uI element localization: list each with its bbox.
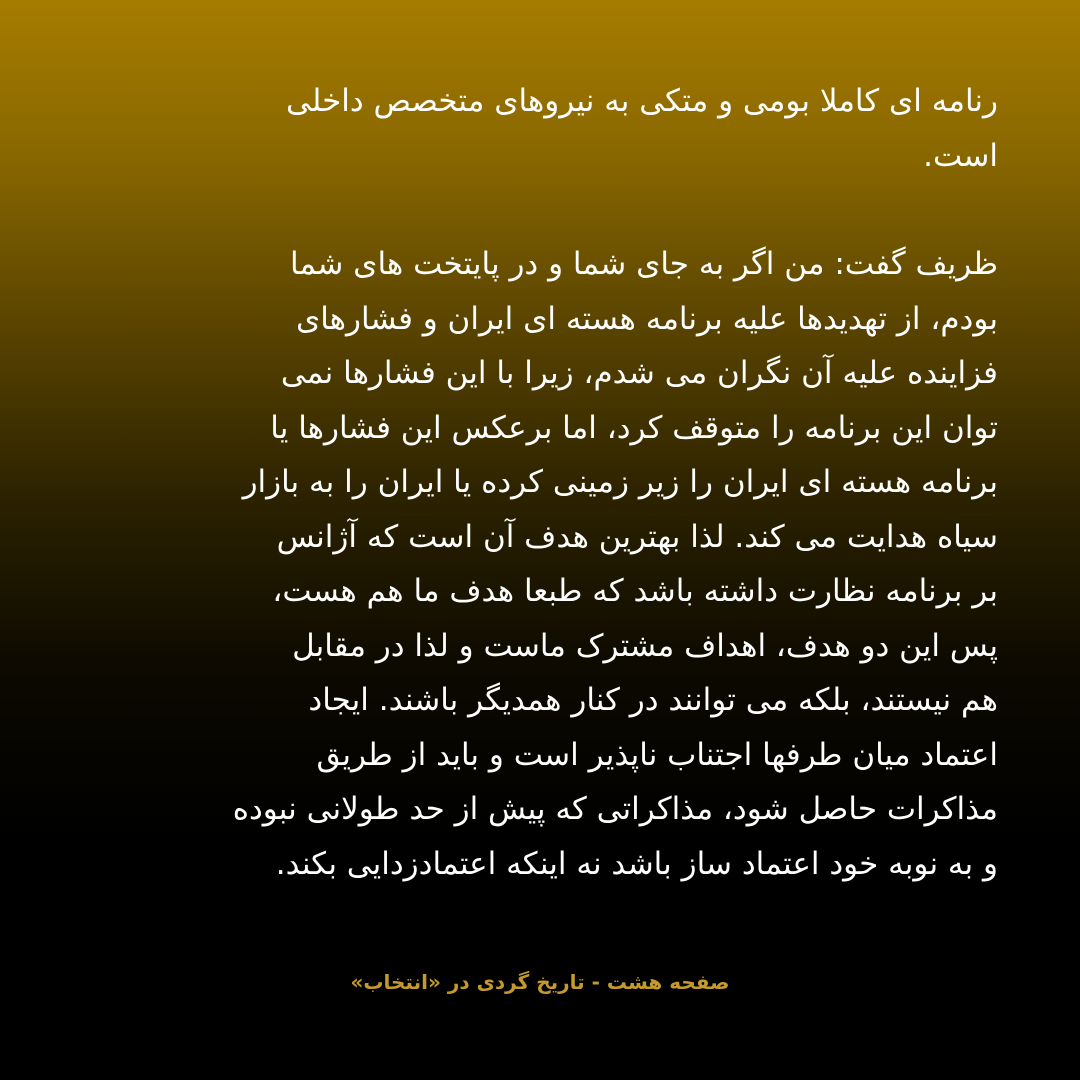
- paragraph-zarif-quote: ظریف گفت: من اگر به جای شما و در پایتخت های شما بودم، از تهدیدها علیه برنامه هسته ای ایران و فشارهای فزاینده علیه آن نگران می شدم، زیرا با این فشارها نمی توان این برنامه را متوقف کرد، اما برعکس این فشارها یا برنامه هسته ای ایران را زیر زمینی کرده یا ایران را به بازار سیاه هدایت می کند. لذا بهترین هدف آن است که آژانس بر برنامه نظارت داشته باشد که طبعا هدف ما هم هست، پس این دو هدف، اهداف مشترک ماست و لذا در مقابل هم نیستند، بلکه می توانند در کنار همدیگر باشند. ایجاد اعتماد میان طرفها اجتناب ناپذیر است و باید از طریق مذاکرات حاصل شود، مذاکراتی که پیش از حد طولانی نبوده و به نوبه خود اعتماد ساز باشد نه اینکه اعتمادزدایی بکند.: [232, 246, 998, 882]
- article-body: [98, 74, 998, 891]
- page-caption: صفحه هشت - تاریخ گردی در «انتخاب»: [350, 970, 730, 994]
- paragraph-intro: رنامه ای کاملا بومی و متکی به نیروهای متخصص داخلی است.: [286, 83, 998, 174]
